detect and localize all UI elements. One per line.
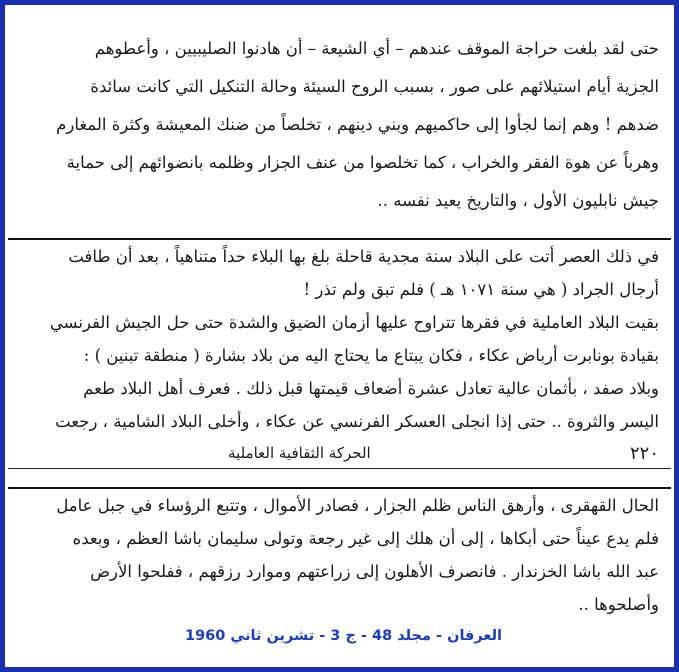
text-line: بقيادة بونابرت أرباض عكاء ، فكان يبتاع ما يحتاج اليه من بلاد بشارة ( منطقة تبنين ) :	[83, 346, 659, 365]
text-line: فلم يدع عيناً حتى أبكاها ، إلى أن هلك إلى غير رجعة وتولى سليمان باشا العظم ، وبعده	[72, 529, 659, 548]
text-line: ضدهم ! وهم إنما لجأوا إلى حاكميهم وبني دينهم ، تخلصاً من ضنك المعيشة وكثرة المغارم	[56, 115, 659, 134]
page-header	[8, 438, 671, 469]
text-line: اليسر والثروة .. حتى إذا انجلى العسكر الفرنسي عن عكاء ، وأخلى البلاد الشامية ، رجعت	[55, 412, 659, 431]
text-line: وأصلحوها ..	[578, 595, 659, 614]
text-line: الجزية أيام استيلائهم على صور ، بسبب الروح السيئة وحالة التنكيل التي كانت سائدة	[90, 77, 659, 96]
text-line: وبلاد صفد ، بأثمان عالية تعادل عشرة أضعاف قيمتها قبل ذلك . فعرف أهل البلاد طعم	[83, 379, 659, 398]
text-line: الحال القهقرى ، وأرهق الناس ظلم الجزار ، فصادر الأموال ، وتتبع الرؤساء في جبل عامل	[56, 496, 659, 515]
excerpt-top	[8, 8, 671, 240]
text-line: في ذلك العصر أتت على البلاد سنة مجدية قاحلة بلغ بها البلاء حداً متناهياً ، بعد أن طافت	[68, 247, 659, 266]
text-line: أرجال الجراد ( هي سنة ١٠٧١ هـ ) فلم تبق ولم تذر !	[303, 280, 659, 299]
text-line: عبد الله باشا الخزندار . فانصرف الأهلون إلى زراعتهم وموارد رزقهم ، ففلحوا الأرض	[90, 562, 659, 581]
text-line: جيش نابليون الأول ، والتاريخ يعيد نفسه ..	[377, 191, 659, 210]
excerpt-middle	[8, 240, 671, 485]
text-line: وهرباً عن هوة الفقر والخراب ، كما تخلصوا من عنف الجزار وظلمه بانضوائهم إلى حماية	[66, 153, 659, 172]
running-header: الحركة الثقافية العاملية	[228, 444, 371, 462]
page-number: ٢٢٠	[629, 442, 659, 464]
text-line: حتى لقد بلغت حراجة الموقف عندهم – أي الشيعة – أن هادنوا الصليبيين ، وأعطوهم	[94, 39, 659, 58]
source-caption: العرفان - مجلد 48 - ج 3 - تشرين ثاني 1960	[185, 628, 503, 644]
text-line: بقيت البلاد العاملية في فقرها تتراوح عليها أزمان الضيق والشدة حتى حل الجيش الفرنسي	[49, 313, 659, 332]
